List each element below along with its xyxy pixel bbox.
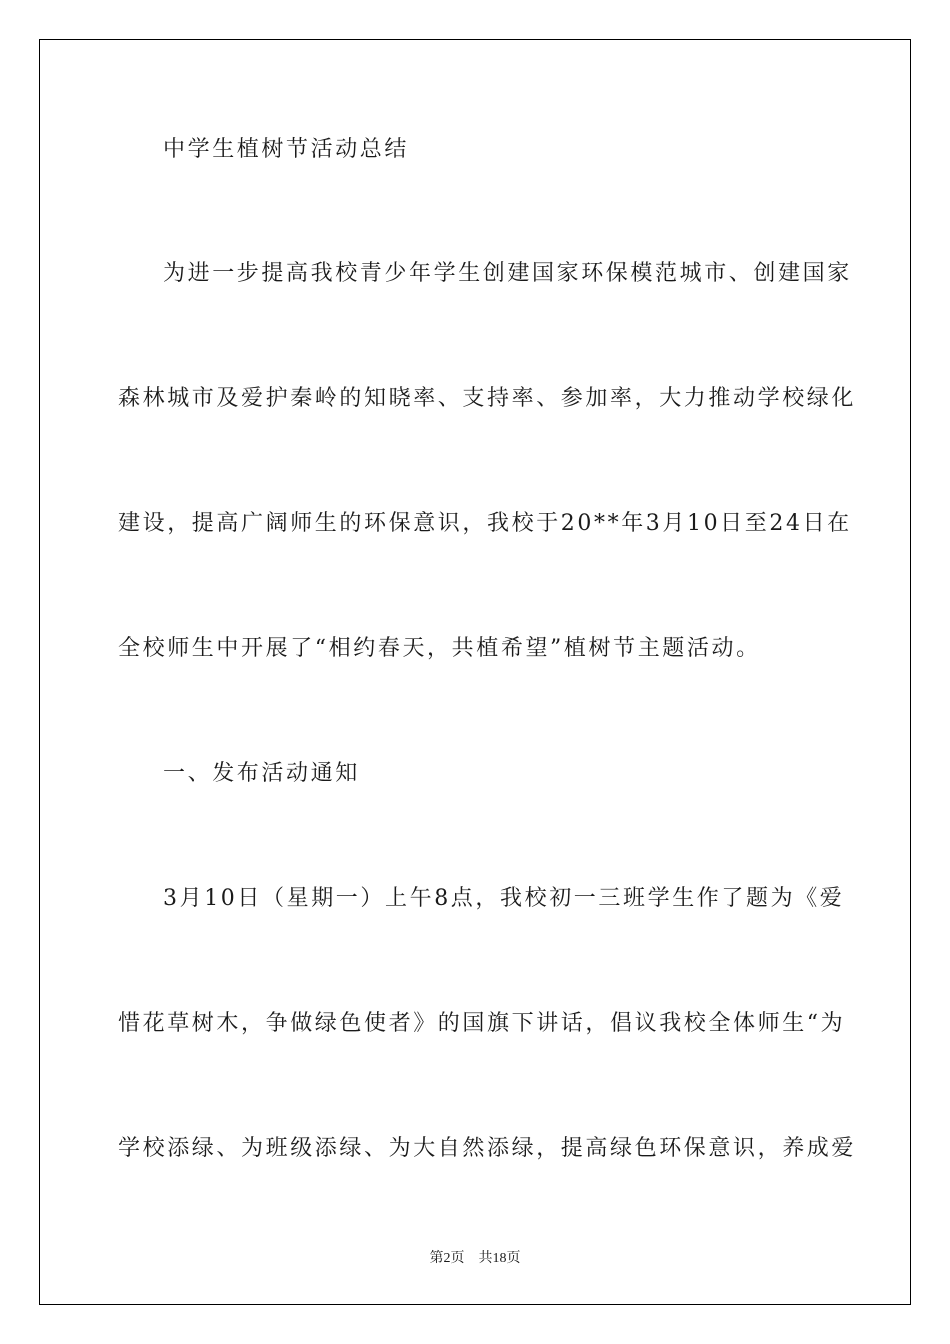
- paragraph-line: 全校师生中开展了“相约春天，共植希望”植树节主题活动。: [118, 636, 761, 661]
- paragraph-line: 惜花草树木，争做绿色使者》的国旗下讲话，倡议我校全体师生“为: [118, 1011, 846, 1036]
- page-footer: [0, 1247, 950, 1267]
- page-number: 第2页: [429, 1251, 465, 1266]
- paragraph-line: 森林城市及爱护秦岭的知晓率、支持率、参加率，大力推动学校绿化: [118, 386, 857, 411]
- paragraph-line: 3月10日（星期一）上午8点，我校初一三班学生作了题为《爱: [163, 886, 845, 911]
- page-total: 共18页: [478, 1251, 521, 1266]
- page-border: [39, 39, 911, 1305]
- paragraph-line: 建设，提高广阔师生的环保意识，我校于20**年3月10日至24日在: [118, 511, 852, 536]
- paragraph-line: 为进一步提高我校青少年学生创建国家环保模范城市、创建国家: [163, 261, 852, 286]
- document-title: 中学生植树节活动总结: [163, 137, 410, 162]
- section-heading: 一、发布活动通知: [163, 761, 360, 786]
- paragraph-line: 学校添绿、为班级添绿、为大自然添绿，提高绿色环保意识，养成爱: [118, 1136, 857, 1161]
